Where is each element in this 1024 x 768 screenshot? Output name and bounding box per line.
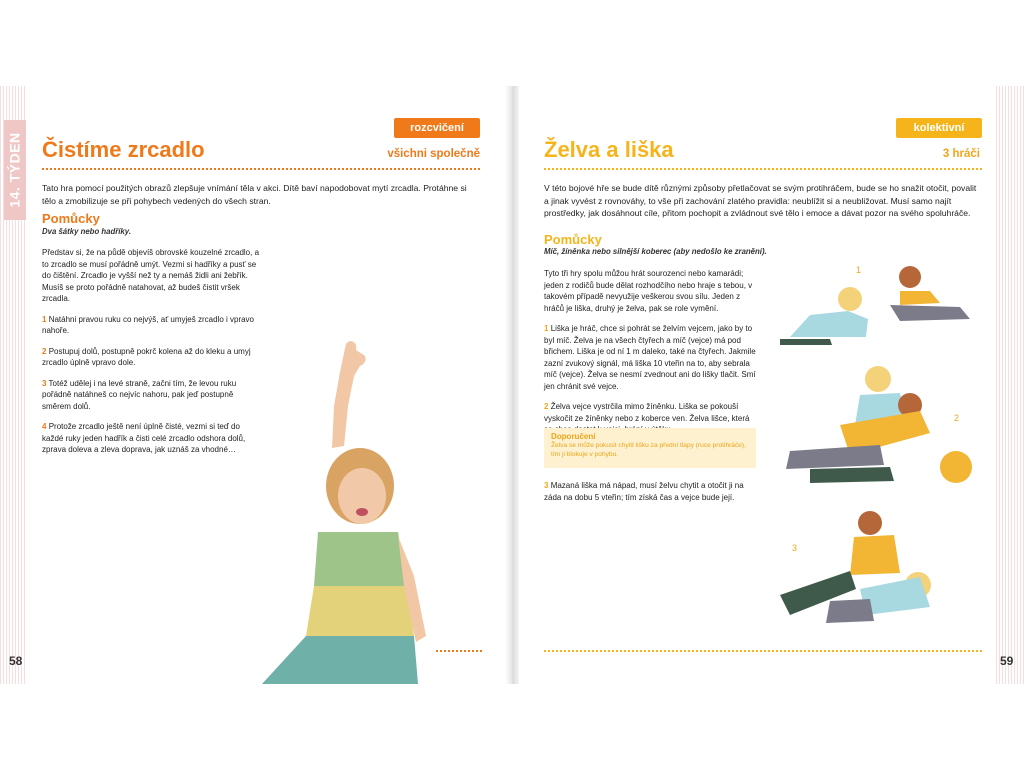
tools-text-right: Míč, žíněnka nebo silnější koberec (aby nedošlo ke zranění). [544,247,767,256]
intro-text-right: V této bojové hře se bude dítě různými způsoby přetlačovat se svým protihráčem, bude se ho snažit otočit, povalit a jinak vyvést z rovnováhy, to vše při zachování zlatého pravidla: neublížit si a neubližovat. Musí samo najít prostředky, jak dosáhnout cíle, přitom pochopit a zvládnout své tělo i emoce a dávat pozor na svého spoluhráče. [544,183,977,218]
step-4: 4 Protože zrcadlo ještě není úplně čisté, vezmi si teď do každé ruky jeden hadřík a čisti celé zrcadlo odshora dolů, zprava doleva a zleva doprava, jak uznáš za vhodné… [42,422,246,454]
title-divider [42,168,480,170]
footer-divider-right [544,650,982,652]
title-divider-right [544,168,982,170]
step-2: 2 Postupuj dolů, postupně pokrč kolena až do kleku a umyj zrcadlo úplně vpravo dole. [42,346,251,367]
footer-divider [436,650,482,652]
intro-text: Tato hra pomocí použitých obrazů zlepšuje vnímání těla v akci. Dítě baví napodobovat mytí zrcadla. Protáhne si tělo a zmobilizuje se při pohybech vedených do všech stran. [42,183,467,206]
page-number-right: 59 [1000,654,1014,668]
child-head [838,287,862,311]
week-label: 14. TÝDEN [7,132,23,208]
page-title-right: Želva a liška [544,137,674,162]
tools-text: Dva šátky nebo hadříky. [42,227,131,236]
figure-label-2: 2 [954,413,960,423]
step-3: 3 Mazaná liška má nápad, musí želvu chytit a otočit ji na záda na dobu 5 vteřin; tím získá čas a vejce bude její. [544,481,744,502]
step-2: 2 Želva vejce vystrčila mimo žíněnku. Liška se pokouší vyskočit ze žíněnky nebo z koberce ven. Želva lišce, která [544,402,750,423]
paragraph: Tyto tři hry spolu můžou hrát sourozenci nebo kamarádi; jeden z rodičů bude dělat rozhodčího nebo hraje s tebou, v takovém případě nevyužije veškerou svou sílu. Jeden z hráčů je liška, druhý je želva, pak se role vymění. [544,269,753,313]
tools-heading-right: Pomůcky [544,232,602,247]
figure-label-1: 1 [856,265,862,275]
book-gutter [505,86,519,684]
instructions [42,247,262,465]
girl-photo [258,336,428,684]
instructions-right [544,268,760,445]
tools-heading: Pomůcky [42,211,100,226]
players-label-right: 3 hráči [942,148,980,160]
players-label: všichni společně [387,148,480,160]
paragraph: Představ si, že na půdě objevíš obrovské kouzelné zrcadlo, a to zrcadlo se musí pořádně umýt. Vezmi si hadříky a pusť se do čištění. Zrcadlo je vyšší než ty a nemáš židli ani žebřík. Musíš se proto pořádně natahovat, až budeš čistit vršek zrcadla. [42,248,260,303]
figure-label-3: 3 [792,543,798,553]
right-edge-pattern [996,86,1024,684]
step-1: 1 Liška je hráč, chce si pohrát se želvím vejcem, jako by to byl míč. Želva je na všech čtyřech a míč (vejce) má pod břichem. Liška je od ní 1 m daleko, také na čtyřech. Jakmile zazní zvukový signál, má liška 10 vteřin na to, aby sebrala míč (vejce). Želva se nesmí zvednout ani do lišky tlačit. Smí jen chránit své vejce. [544,324,756,391]
category-tag-right: kolektivní hra [896,118,982,138]
category-tag: rozcvičení [394,118,480,138]
page-number: 58 [9,654,23,668]
tip-text: Želva se může pokusit chytit lišku za přední tlapy (ruce protihráče), tím ji blokuje v pohybu. [551,442,746,458]
page-title: Čistíme zrcadlo [42,137,205,162]
step-1: 1 Natáhni pravou ruku co nejvýš, ať umyješ zrcadlo i vpravo nahoře. [42,314,255,335]
tip-box [544,428,756,468]
ball [940,451,972,483]
week-marker [4,120,26,220]
step-3: 3 Totéž udělej i na levé straně, začni tím, že levou ruku pořádně natáhneš co nejvíc nahoru, pak jeď postupně směrem dolů. [42,378,237,411]
tip-title: Doporučení [551,432,596,441]
game-illustrations [770,255,980,630]
